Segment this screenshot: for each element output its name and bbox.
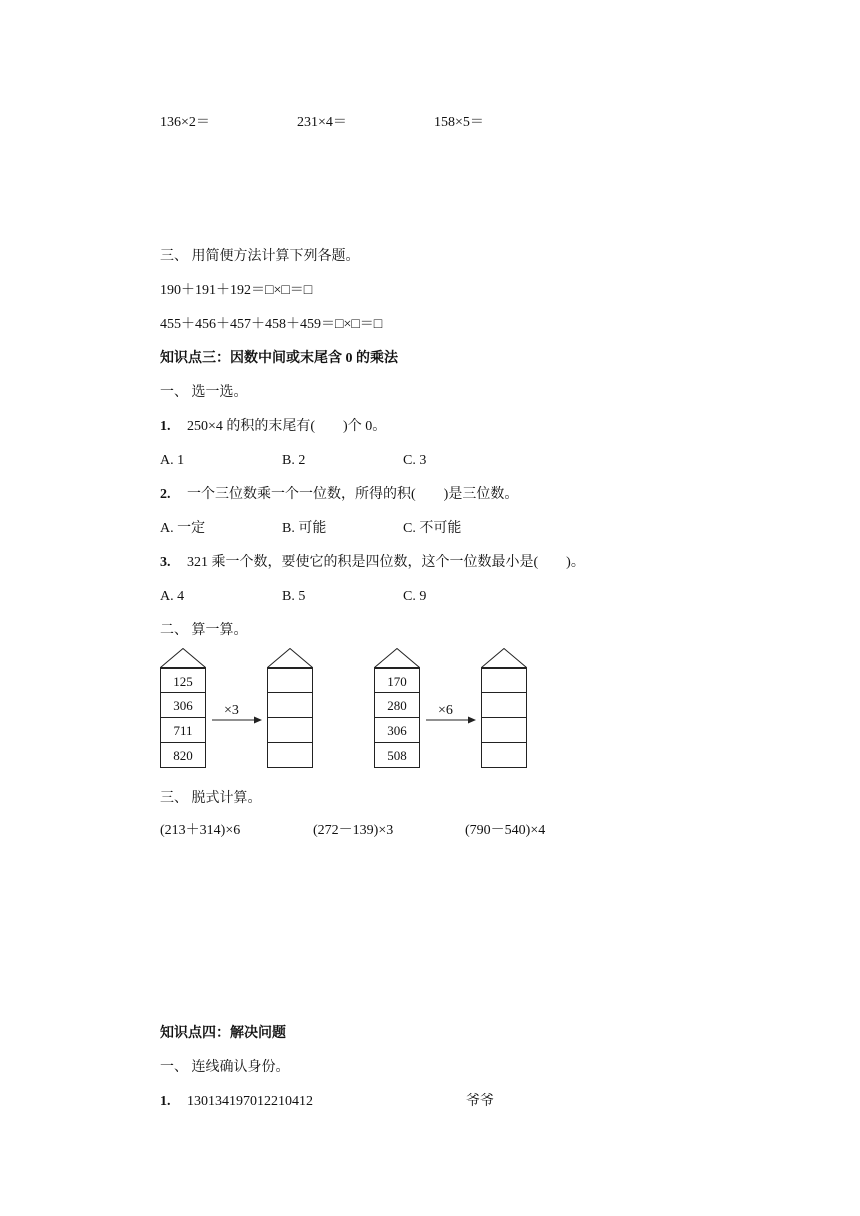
number-house-right bbox=[374, 648, 420, 768]
house-cell: 820 bbox=[160, 743, 206, 768]
house-cell: 508 bbox=[374, 743, 420, 768]
question-number: 3. bbox=[160, 555, 171, 570]
question-text: 250×4 的积的末尾有( )个 0。 bbox=[187, 419, 387, 434]
question-number: 1. bbox=[160, 419, 171, 434]
question-text: 一个三位数乘一个一位数，所得的积( )是三位数。 bbox=[187, 487, 519, 502]
house-roof bbox=[160, 648, 206, 668]
house-cell: 711 bbox=[160, 718, 206, 743]
section3a-item-2: 455＋456＋457＋458＋459＝□×□＝□ bbox=[160, 317, 383, 332]
arrow-right-icon bbox=[426, 715, 476, 725]
option-b: B. 可能 bbox=[282, 521, 327, 536]
section3a-title: 三、 用简便方法计算下列各题。 bbox=[160, 249, 360, 264]
question-1 bbox=[160, 418, 386, 436]
house-cell: 306 bbox=[374, 718, 420, 743]
kp4-part1-title: 一、 连线确认身份。 bbox=[160, 1060, 290, 1075]
kp3-part3-title: 三、 脱式计算。 bbox=[160, 791, 262, 806]
option-a: A. 4 bbox=[160, 589, 185, 604]
option-c: C. 9 bbox=[403, 589, 427, 604]
mult-problem-3: 158×5＝ bbox=[434, 115, 484, 130]
section3a-item-1: 190＋191＋192＝□×□＝□ bbox=[160, 283, 313, 298]
question-number: 2. bbox=[160, 487, 171, 502]
item-number: 1. bbox=[160, 1094, 171, 1109]
house-roof bbox=[374, 648, 420, 668]
house-cell: 170 bbox=[374, 668, 420, 693]
identity-label[interactable]: 爷爷 bbox=[466, 1094, 494, 1109]
answer-cell[interactable] bbox=[481, 743, 527, 768]
kp3-part2-title: 二、 算一算。 bbox=[160, 623, 248, 638]
multiply-label: ×6 bbox=[438, 703, 453, 718]
option-b: B. 5 bbox=[282, 589, 306, 604]
house-cell: 306 bbox=[160, 693, 206, 718]
id-number: 130134197012210412 bbox=[187, 1094, 313, 1109]
house-cell: 280 bbox=[374, 693, 420, 718]
arrow-right-icon bbox=[212, 715, 262, 725]
answer-cell[interactable] bbox=[481, 693, 527, 718]
number-house-left bbox=[160, 648, 206, 768]
option-a: A. 1 bbox=[160, 453, 185, 468]
answer-cell[interactable] bbox=[481, 668, 527, 693]
multiply-label: ×3 bbox=[224, 703, 239, 718]
option-c: C. 3 bbox=[403, 453, 427, 468]
expression-2: (272－139)×3 bbox=[313, 823, 394, 838]
house-roof bbox=[267, 648, 313, 668]
option-b: B. 2 bbox=[282, 453, 306, 468]
mult-problem-1: 136×2＝ bbox=[160, 115, 210, 130]
answer-cell[interactable] bbox=[267, 693, 313, 718]
answer-cell[interactable] bbox=[267, 668, 313, 693]
expression-3: (790－540)×4 bbox=[465, 823, 546, 838]
question-text: 321 乘一个数，要使它的积是四位数，这个一位数最小是( )。 bbox=[187, 555, 585, 570]
answer-house-left bbox=[267, 648, 313, 768]
kp4-title: 知识点四：解决问题 bbox=[160, 1026, 286, 1041]
mult-problem-2: 231×4＝ bbox=[297, 115, 347, 130]
house-roof bbox=[481, 648, 527, 668]
answer-house-right bbox=[481, 648, 527, 768]
kp3-title: 知识点三：因数中间或末尾含 0 的乘法 bbox=[160, 351, 398, 366]
answer-cell[interactable] bbox=[481, 718, 527, 743]
option-c: C. 不可能 bbox=[403, 521, 462, 536]
question-3 bbox=[160, 554, 585, 572]
question-2 bbox=[160, 486, 518, 504]
kp3-part1-title: 一、 选一选。 bbox=[160, 385, 248, 400]
expression-1: (213＋314)×6 bbox=[160, 823, 241, 838]
answer-cell[interactable] bbox=[267, 743, 313, 768]
id-item-1 bbox=[160, 1093, 313, 1111]
option-a: A. 一定 bbox=[160, 521, 206, 536]
house-cell: 125 bbox=[160, 668, 206, 693]
answer-cell[interactable] bbox=[267, 718, 313, 743]
